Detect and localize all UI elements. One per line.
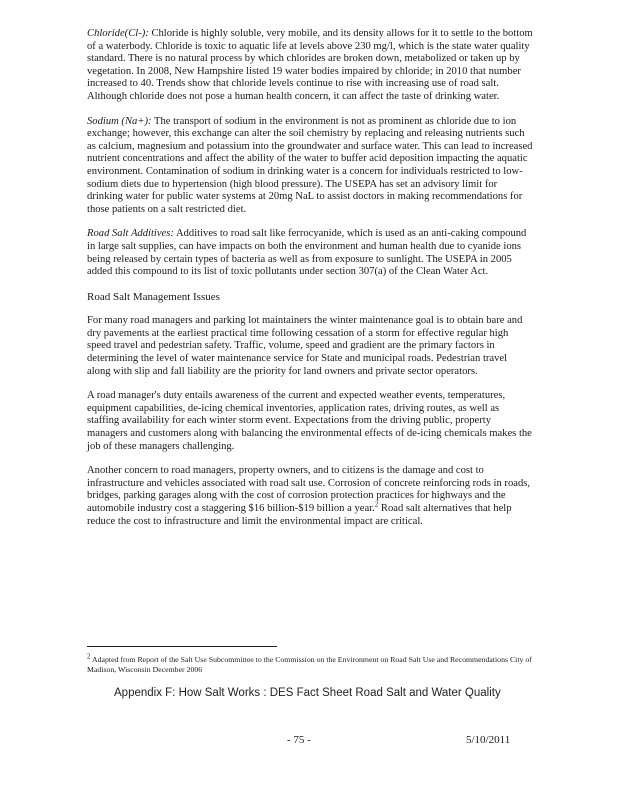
additives-paragraph	[87, 228, 533, 278]
management-paragraph-1: For many road managers and parking lot maintainers the winter maintenance goal is to obtain bare and dry pavements at the earliest practical time following cessation of a storm for effective regular high speed travel and pedestrian safety. Traffic, volume, speed and gradient are the primary factors in determining the level of water maintenance service for State and municipal roads. Pedestrian travel along with slip and fall liability are the priority for land owners and private sector operators.	[87, 315, 523, 377]
footnote-text: Adapted from Report of the Salt Use Subcommittee to the Commission on the Environment on Road Salt Use and Recommendations City of Madison, Wisconsin December 2006	[87, 655, 532, 674]
chloride-term: Chloride(Cl-):	[87, 28, 149, 39]
sodium-term: Sodium (Na+):	[87, 115, 152, 127]
additives-text: Additives to road salt like ferrocyanide, which is used as an anti-caking compound in large salt supplies, can have impacts on both the environment and human health due to cyanide ions being released by certain types of bacteria as well as from exposure to sunlight. The USEPA in 2005 added this compound to its list of toxic pollutants under section 307(a) of the Clean Water Act.	[87, 228, 527, 278]
chloride-text: Chloride is highly soluble, very mobile, and its density allows for it to settle to the bottom of a waterbody. Chloride is toxic to aquatic life at levels above 230 mg/l, which is the state water quality standard. There is no natural process by which chlorides are broken down, metabolized or taken up by vegetation. In 2008, New Hampshire listed 19 water bodies impaired by chloride; in 2010 that number increased to 40. Trends show that chloride levels continue to rise with increasing use of road salt. Although chloride does not pose a human health concern, it can affect the taste of drinking water.	[87, 28, 533, 102]
footnote	[87, 652, 533, 675]
body-text	[87, 28, 533, 540]
document-date: 5/10/2011	[466, 734, 511, 746]
management-paragraph-3-end: Road salt alternatives that help reduce the cost to infrastructure and limit the environmental impact are critical.	[87, 503, 512, 527]
chloride-paragraph	[87, 28, 533, 104]
appendix-footer: Appendix F: How Salt Works : DES Fact Sheet Road Salt and Water Quality	[114, 687, 501, 699]
footnote-number: 2	[87, 652, 91, 661]
footnote-divider	[87, 646, 277, 647]
sodium-text: The transport of sodium in the environment is not as prominent as chloride due to ion exchange; however, this exchange can alter the soil chemistry by replacing and releasing nutrients such as calcium, magnesium and potassium into the groundwater and surface water. This can lead to increased nutrient concentrations and affect the ability of the water to buffer acid deposition impacting the aquatic environment. Contamination of sodium in drinking water is a concern for individuals restricted to low-sodium diets due to hypertension (high blood pressure). The USEPA has set an advisory limit for drinking water for public water systems at 20mg NaL to assist doctors in making recommendations for those patients on a salt restricted diet.	[87, 115, 533, 215]
management-paragraph-3-text: Another concern to road managers, property owners, and to citizens is the damage and cost to infrastructure and vehicles associated with road salt use. Corrosion of concrete reinforcing rods in roads, bridges, parking garages along with the cost of corrosion protection practices for highways and the automobile industry cost a staggering $16 billion-$19 billion a year.	[87, 465, 531, 514]
footnote-reference[interactable]: 2	[374, 500, 379, 509]
sodium-paragraph	[87, 116, 533, 217]
management-paragraph-3	[87, 465, 533, 528]
additives-term: Road Salt Additives:	[87, 228, 174, 240]
section-heading: Road Salt Management Issues	[87, 290, 220, 303]
management-paragraph-2: A road manager's duty entails awareness of the current and expected weather events, temperatures, equipment capabilities, de-icing chemical inventories, application rates, driving routes, as well as staffing availability for each winter storm event. Expectations from the driving public, property managers and customers along with balancing the environmental effects of de-icing chemicals makes the job of these managers challenging.	[87, 390, 532, 452]
page-number: - 75 -	[287, 734, 311, 746]
